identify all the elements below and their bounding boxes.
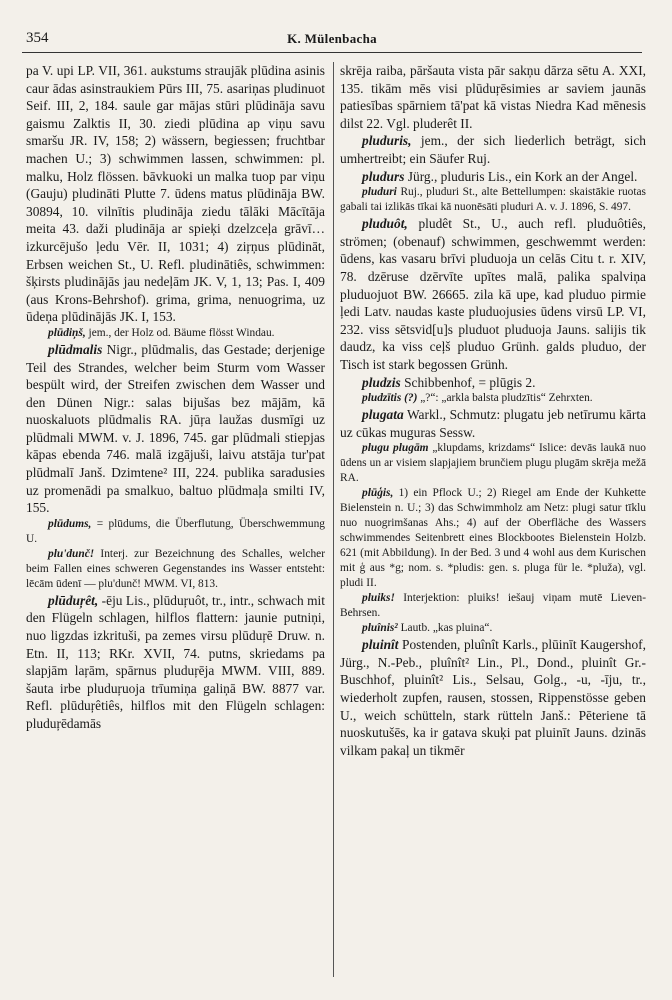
dictionary-entry <box>340 406 646 441</box>
entry-text: -ēju Lis., plūduŗuôt, tr., intr., schwach mit den Flügeln schlagen, hilflos flattern: jaunie putniņi, nuo ligzdas izkrituši, pa zemes virsu plūduŗē Druw. n. Etn. II, 113; RKr. XVII, 74. putns, skriedams pa slapjām laŗām, spārnus pluduŗēja MWM. VIII, 889. šauta irbe pluduŗuoja trīumiņa galiņā BW. 8877 var. Refl. plūduŗêtiês, hilflos mit den Flügeln schlagen: pluduŗēdamās <box>26 592 325 731</box>
entry-text: = plūdums, die Überflutung, Überschwemmung U. <box>26 517 325 545</box>
entry-headword: pludurs <box>362 168 405 184</box>
entry-headword: plūduŗêt, <box>48 592 99 608</box>
entry-text: pludêt St., U., auch refl. pluduôtiês, strömen; (obenauf) schwimmen, geschwemmt werden: ūdens, kas vasaru brīvi pluduoja un celās Citu t. r. XIV, 78. dzēruse dzērvīte upītes malā, palika spalviņa pluduojuot BW. 26665. zila kā upe, kad pluduo pirmie ļedi Latv. naudas kaste pluduojusies ūdens virsū LP. VI, 232. viss sētsvid[u]s pluduot pluduoja Jauns. salijis tik daudz, ka viss ceļš pluduo Grünh. galds pluduo, der Tisch ist stark begossen Grünh. <box>340 216 646 372</box>
dictionary-entry <box>26 62 325 326</box>
dictionary-entry <box>340 391 646 406</box>
entry-text: pa V. upi LP. VII, 361. aukstums straujāk plūdina asinis caur ādas asinstraukiem Pūrs III, 75. asariņas pludinuot Seif. III, 2, 184. saule gar mājas stūri plūdināja savu gaismu Zalktis II, 30. ziedi plūdina ap viņu savu smaršu JR. IV, 158; 2) wässern, begiessen; fruchtbar machen U.; 3) schwimmen lassen, schwimmen: pl. malku, Holz flössen. bāvkuoki un malka tuop par viņu (Gauju) pludināti Plutte 7. ūdens matus plūdināja BW. 30894, 10. vilnītis pludināja ziedu tālāki Mācītāja meita 43. daži pludināja ar spieķi dzelzceļa grāvī… izkurcējušo ļedu Vēr. II, 1031; 4) ziŗņus plūdināt, Erbsen weichen St., U. Refl. pludinātiês, schwimmen: šķirsts pludinājās jau nedeļām JK. V, 1, 13; Pas. I, 409 (aus Krons-Behrshof). grima, grima, nenuogrima, uz ūdeņa plūdinājās JK. I, 153. <box>26 63 325 325</box>
entry-headword: pluduôt, <box>362 216 408 232</box>
entry-headword: plugu plugām <box>362 442 429 455</box>
dictionary-entry <box>26 547 325 592</box>
entry-text: Warkl., Schmutz: plugatu jeb netīrumu kārta uz cūkas muguras Sessw. <box>340 407 647 440</box>
dictionary-entry <box>340 215 646 373</box>
entry-headword: plugata <box>362 407 404 423</box>
entry-headword: pluiks! <box>362 592 395 605</box>
entry-text: Interj. zur Bezeichnung des Schalles, welcher beim Fallen eines schweren Gegenstandes ins Wasser entsteht: lēcām ūdenī — plu'dunč! MWM. VI, 813. <box>26 547 325 590</box>
entry-headword: pluduris, <box>362 133 412 149</box>
entry-text: Nigr., plūdmalis, das Gestade; derjenige Teil des Strandes, welcher beim Sturm vom Wasser bespült wird, der Streifen zwischen dem Wasser und den Dünen Nigr.: salas bijušas bez mājām, kā nuoskaluots plūdmalis RA. jūŗa laužas dusmīgi uz plūdmali MWM. v. J. 1896, 745. gar plūdmali stiepjas kāpas ebenda 746. malā izgājuši, laivu atstāja tur'pat plūdmalī Janš. Dzimtene² III, 224. publika saradusies uz promenādi pa smalkuo, baltuo plūdmaļa smilti IV, 155. <box>26 341 325 516</box>
dictionary-entry <box>26 326 325 341</box>
entry-text: Lautb. „kas pluina“. <box>400 622 493 635</box>
entry-headword: plūdums, <box>48 517 92 530</box>
page-number: 354 <box>26 30 49 46</box>
entry-text: Ruj., pluduri St., alte Bettellumpen: skaistākie ruotas gabali tai izlikās tīkai kā nuonēsāti pluduri A. v. J. 1896, S. 497. <box>340 186 646 214</box>
dictionary-entry <box>340 185 646 215</box>
entry-headword: plūdiņš, <box>48 326 86 339</box>
entry-text: Postenden, pluînît Karls., plūinīt Kaugershof, Jürg., N.-Peb., pluînît² Lin., Pl., Dond., pluinît Gr.-Buschhof, pluinît² Lis., Selsau, Golg., -u, -īju, tr., wiederholt zupfen, rausen, stossen, Rippenstösse geben U., weich schütteln, stark rütteln Janš.: Pēteriene tā nuoskutušēs, ka ir gatava skuķi pat pluinīt Jauns. dzinās vilkam pakaļ un tikmēr <box>340 637 646 758</box>
entry-headword: pluînis² <box>362 622 398 635</box>
dictionary-entry <box>340 62 646 132</box>
entry-text: skrēja raiba, pāršauta vista pār sakņu dārza sētu A. XXI, 135. tikām mēs visi plūduŗēsimies ar saviem jaunās patiesības spārniem tā'pat kā vistas Niedra Kad mēnesis dilst 22. Vgl. pluderêt II. <box>340 63 646 131</box>
entry-text: Interjektion: pluiks! iešauj viņam mutē Lieven-Behrsen. <box>340 592 646 620</box>
entry-text: Jürg., pluduris Lis., ein Kork an der Angel. <box>407 168 638 184</box>
entry-headword: plu'dunč! <box>48 547 95 560</box>
right-column <box>340 62 646 759</box>
dictionary-entry <box>340 486 646 591</box>
left-column <box>26 62 325 733</box>
dictionary-entry <box>340 591 646 621</box>
dictionary-entry <box>340 374 646 392</box>
dictionary-entry <box>26 341 325 517</box>
dictionary-entry <box>340 168 646 186</box>
entry-headword: plūģis, <box>362 487 394 500</box>
page-header <box>22 30 642 53</box>
entry-text: jem., der sich liederlich beträgt, sich umhertreibt; ein Säufer Ruj. <box>340 133 646 166</box>
dictionary-entry <box>340 636 646 759</box>
entry-headword: pludzis <box>362 374 401 390</box>
dictionary-entry <box>26 592 325 733</box>
entry-headword: pludzītis (?) <box>362 392 418 405</box>
entry-headword: pluduri <box>362 186 397 199</box>
entry-headword: pluinît <box>362 637 399 653</box>
dictionary-entry <box>340 132 646 167</box>
entry-text: „?“: „arkla balsta pludzītis“ Zehrxten. <box>420 392 593 405</box>
entry-text: jem., der Holz od. Bäume flösst Windau. <box>88 326 275 339</box>
dictionary-entry <box>340 441 646 486</box>
dictionary-entry <box>26 517 325 547</box>
dictionary-entry <box>340 621 646 636</box>
entry-text: 1) ein Pflock U.; 2) Riegel am Ende der Kuhkette Bielenstein n. U.; 3) das Schwimmholz am Netz: plugi satur tīklu nuo nuogrimšanas Ahs.; 4) auf der Oberfläche des Wassers schwimmendes Seitenbrett eines Blockbootes Bielenstein Holzb. 621 (mit Abbildung). In der Bed. 3 und 4 wohl aus dem Kurischen mit ģ aus *g; nom. s. *pludis: gen. s. pluga für le. *pluža), vgl. pludi II. <box>340 487 646 590</box>
column-divider <box>333 62 334 977</box>
entry-text: „klupdams, krizdams“ Islice: devās laukā nuo ūdens un ar visiem slapjajiem brunčiem plugu plugām skrēja mežā RA. <box>340 442 646 485</box>
entry-headword: plūdmalis <box>48 341 103 357</box>
running-title: K. Mülenbacha <box>287 31 377 46</box>
entry-text: Schibbenhof, = plūgis 2. <box>404 374 536 390</box>
